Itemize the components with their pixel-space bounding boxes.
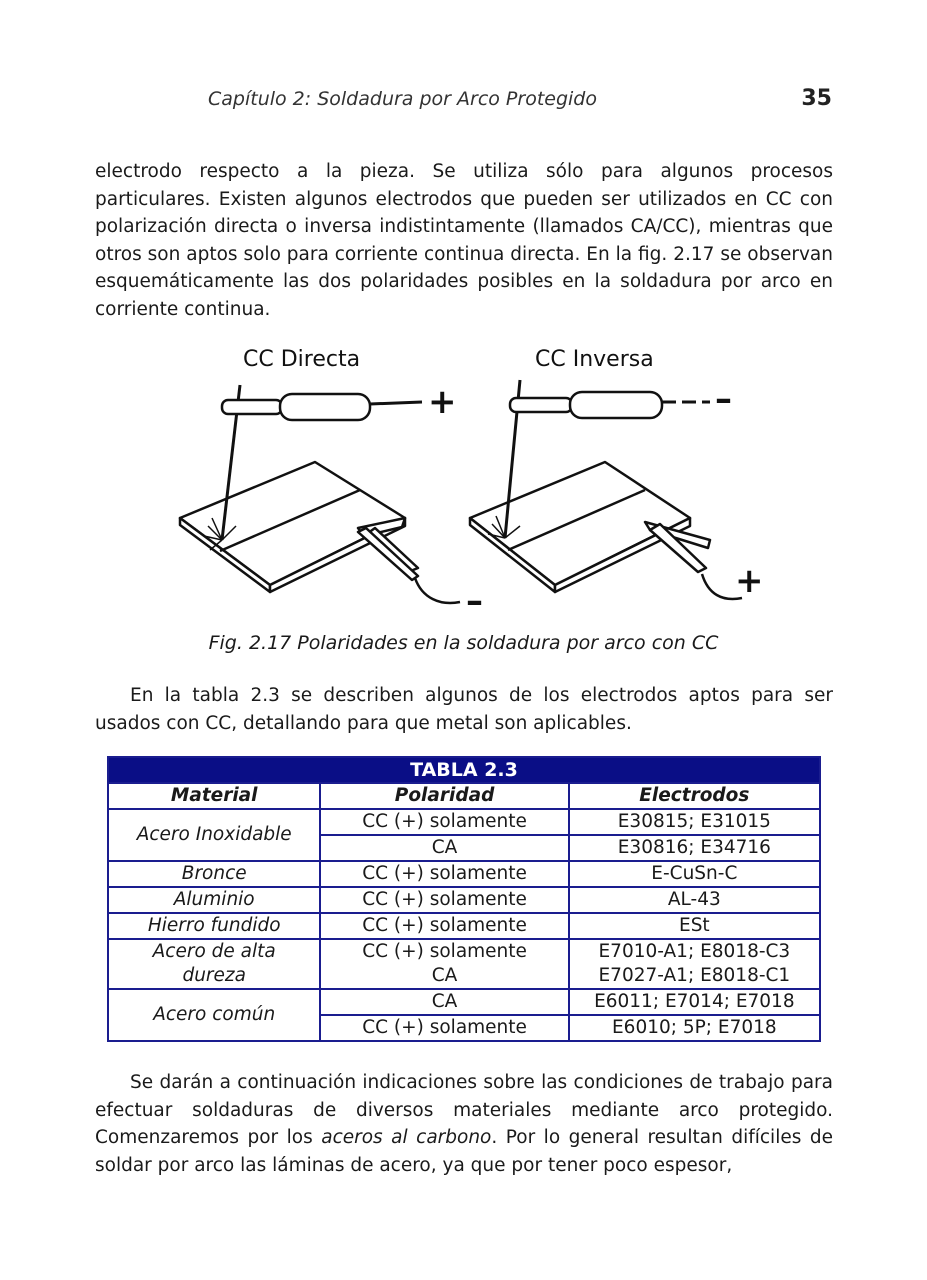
material-cell: Acero común bbox=[108, 989, 320, 1041]
polaridad-line: CC (+) solamente bbox=[362, 941, 527, 962]
left-figure-label: CC Directa bbox=[243, 347, 361, 372]
table-row bbox=[108, 989, 820, 1015]
table-row bbox=[108, 939, 820, 989]
electrodos-cell: ESt bbox=[569, 913, 820, 939]
electrodos-line: E7010-A1; E8018-C3 bbox=[598, 941, 791, 962]
column-header-material: Material bbox=[108, 783, 320, 809]
polaridad-cell: CA bbox=[320, 835, 568, 861]
material-cell: Acero Inoxidable bbox=[108, 809, 320, 861]
table-header-row bbox=[108, 783, 820, 809]
electrodos-cell bbox=[569, 939, 820, 989]
left-workpiece-sign: – bbox=[466, 581, 483, 620]
table-row bbox=[108, 861, 820, 887]
polaridad-cell: CC (+) solamente bbox=[320, 913, 568, 939]
left-welding-setup bbox=[180, 385, 460, 603]
electrodos-cell: E6010; 5P; E7018 bbox=[569, 1015, 820, 1041]
right-workpiece-sign: + bbox=[735, 561, 764, 601]
paragraph-3 bbox=[95, 1069, 833, 1179]
paragraph-1: electrodo respecto a la pieza. Se utiliza sólo para algunos procesos particulares. Existen algunos electrodos que pueden ser utilizados en CC con polarización directa o inversa indistintamente (llamados CA/CC), mientras que otros son aptos solo para corriente continua directa. En la fig. 2.17 se observan esquemáticamente las dos polaridades posibles en la soldadura por arco en corriente continua. bbox=[95, 161, 833, 320]
right-welding-setup bbox=[470, 380, 742, 599]
polaridad-cell: CC (+) solamente bbox=[320, 887, 568, 913]
polaridad-cell: CC (+) solamente bbox=[320, 861, 568, 887]
page-header bbox=[0, 86, 927, 116]
right-electrode-sign: – bbox=[715, 379, 732, 419]
electrodos-cell: E30815; E31015 bbox=[569, 809, 820, 835]
material-cell: Bronce bbox=[108, 861, 320, 887]
electrodos-cell: E30816; E34716 bbox=[569, 835, 820, 861]
table-row bbox=[108, 887, 820, 913]
column-header-electrodos: Electrodos bbox=[569, 783, 820, 809]
emphasis-aceros-al-carbono: aceros al carbono bbox=[321, 1127, 492, 1148]
paragraph-3-text: Se darán a continuación indicaciones sobre las condiciones de trabajo para efectuar soldaduras de diversos materiales mediante arco protegido. Comenzaremos por los bbox=[95, 1072, 833, 1148]
material-cell: Aluminio bbox=[108, 887, 320, 913]
left-electrode-sign: + bbox=[428, 382, 457, 422]
electrodos-line: E7027-A1; E8018-C1 bbox=[598, 965, 791, 986]
table-row bbox=[108, 809, 820, 835]
paragraph-2: En la tabla 2.3 se describen algunos de los electrodos aptos para ser usados con CC, detallando para que metal son aplicables. bbox=[95, 685, 833, 734]
figure-caption: Fig. 2.17 Polaridades en la soldadura por arco con CC bbox=[208, 632, 719, 654]
material-line: Acero de alta bbox=[152, 941, 276, 962]
material-cell bbox=[108, 939, 320, 989]
page-number: 35 bbox=[801, 86, 832, 111]
table-title: TABLA 2.3 bbox=[108, 757, 820, 783]
electrodos-cell: AL-43 bbox=[569, 887, 820, 913]
polaridad-cell: CC (+) solamente bbox=[320, 1015, 568, 1041]
chapter-title: Capítulo 2: Soldadura por Arco Protegido bbox=[208, 88, 597, 110]
polaridad-cell: CA bbox=[320, 989, 568, 1015]
table-row bbox=[108, 913, 820, 939]
polaridad-line: CA bbox=[431, 965, 458, 986]
polaridad-cell bbox=[320, 939, 568, 989]
material-cell: Hierro fundido bbox=[108, 913, 320, 939]
electrodos-cell: E6011; E7014; E7018 bbox=[569, 989, 820, 1015]
right-figure-label: CC Inversa bbox=[535, 347, 654, 372]
material-line: dureza bbox=[182, 965, 246, 986]
electrodos-cell: E-CuSn-C bbox=[569, 861, 820, 887]
polarity-figure bbox=[160, 340, 780, 620]
polaridad-cell: CC (+) solamente bbox=[320, 809, 568, 835]
electrodes-table bbox=[107, 756, 821, 1042]
paragraph-3-text: . Por lo general resultan difíciles de soldar por arco las láminas de acero, ya que por tener poco espesor, bbox=[95, 1127, 833, 1176]
column-header-polaridad: Polaridad bbox=[320, 783, 568, 809]
